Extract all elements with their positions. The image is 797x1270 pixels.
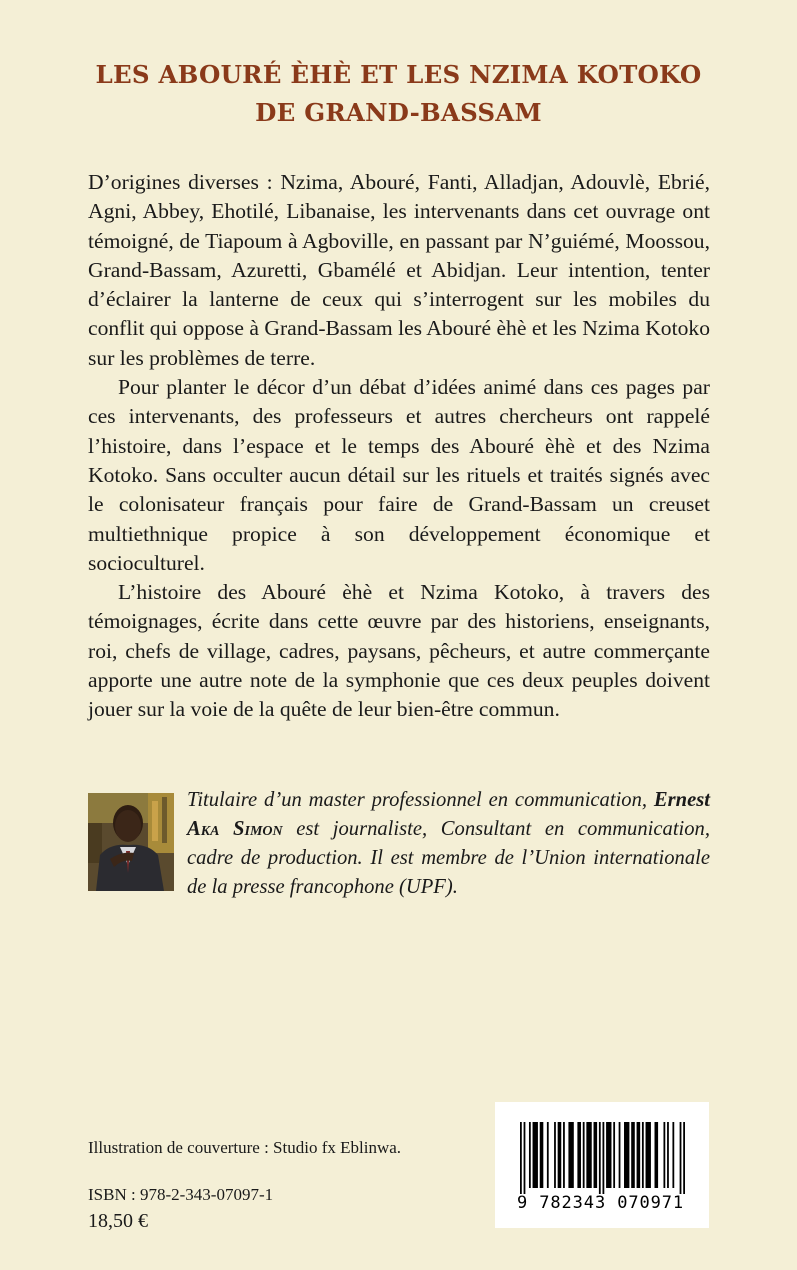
barcode-bar — [663, 1122, 665, 1188]
author-bio-rest: est journaliste, Consultant en communication, cadre de production. Il est membre de l’Union internationale de la presse francophone (UPF). — [187, 818, 711, 898]
barcode-bar — [667, 1122, 669, 1188]
barcode-bar — [613, 1122, 615, 1188]
barcode-bar — [547, 1122, 549, 1188]
blurb-paragraph-1: D’origines diverses : Nzima, Abouré, Fanti, Alladjan, Adouvlè, Ebrié, Agni, Abbey, Ehotilé, Libanaise, les intervenants dans cet ouvrage ont témoigné, de Tiapoum à Agboville, en passant par N’guiémé, Moossou, Grand-Bassam, Azuretti, Gbamélé et Abidjan. Leur intention, tenter d’éclairer la lanterne de ceux qui s’interrogent sur les mobiles du conflit qui oppose à Grand-Bassam les Abouré èhè et les Nzima Kotoko sur les problèmes de terre. — [88, 170, 710, 370]
barcode-bar — [524, 1122, 526, 1194]
barcode-bar — [520, 1122, 522, 1194]
barcode-bar — [642, 1122, 644, 1188]
barcode-bar — [540, 1122, 544, 1188]
barcode-bar — [558, 1122, 562, 1188]
barcode-bar — [583, 1122, 585, 1188]
author-bio-text — [187, 786, 710, 902]
author-surname: Aka Simon — [187, 818, 283, 840]
barcode-bar — [683, 1122, 685, 1194]
blurb-paragraph-3: L’histoire des Abouré èhè et Nzima Kotoko, à travers des témoignages, écrite dans cette œuvre par des historiens, enseignants, roi, chefs de village, cadres, paysans, pêcheurs, et autre commerçante apporte une autre note de la symphonie que ces deux peuples doivent jouer sur la voie de la quête de leur bien-être commun. — [88, 580, 710, 722]
author-bio-intro: Titulaire d’un master professionnel en communication, — [187, 789, 654, 811]
barcode-bar — [655, 1122, 659, 1188]
book-title-line-2: DE GRAND-BASSAM — [255, 98, 542, 127]
author-portrait-image — [88, 793, 174, 891]
blurb-paragraph-2: Pour planter le décor d’un débat d’idées animé dans ces pages par ces intervenants, des professeurs et autres chercheurs ont rappelé l’histoire, dans l’espace et le temps des Abouré èhè et des Nzima Kotoko. Sans occulter aucun détail sur les rituels et traités signés avec le colonisateur français pour faire de Grand-Bassam un creuset multiethnique propice à son développement économique et socioculturel. — [88, 375, 710, 575]
barcode-bar — [563, 1122, 565, 1188]
isbn: ISBN : 978-2-343-07097-1 — [88, 1185, 274, 1204]
barcode-bar — [533, 1122, 538, 1188]
barcode-bar — [568, 1122, 573, 1188]
barcode-bar — [577, 1122, 581, 1188]
author-bio — [187, 786, 710, 902]
author-photo — [88, 793, 174, 891]
barcode-bar — [594, 1122, 598, 1188]
barcode-bar — [606, 1122, 611, 1188]
barcode-digits: 9 782343 070971 — [517, 1193, 685, 1213]
barcode-bar — [529, 1122, 531, 1188]
barcode-bar — [680, 1122, 682, 1194]
cover-credit: Illustration de couverture : Studio fx Eblinwa. — [88, 1138, 402, 1157]
barcode-bar — [631, 1122, 635, 1188]
book-title — [60, 56, 737, 132]
barcode-bar — [619, 1122, 621, 1188]
barcode-bar — [646, 1122, 651, 1188]
barcode-bar — [603, 1122, 605, 1194]
barcode-bar — [586, 1122, 591, 1188]
barcode-bar — [672, 1122, 674, 1188]
barcode — [495, 1102, 709, 1228]
barcode-bars — [520, 1122, 685, 1194]
book-title-line-1: LES ABOURÉ ÈHÈ ET LES NZIMA KOTOKO — [95, 60, 702, 89]
barcode-bar — [624, 1122, 629, 1188]
blurb — [88, 168, 710, 725]
barcode-bar — [554, 1122, 556, 1188]
author-first-name: Ernest — [653, 789, 710, 811]
barcode-bar — [637, 1122, 641, 1188]
price: 18,50 € — [88, 1210, 148, 1232]
barcode-bar — [599, 1122, 601, 1194]
